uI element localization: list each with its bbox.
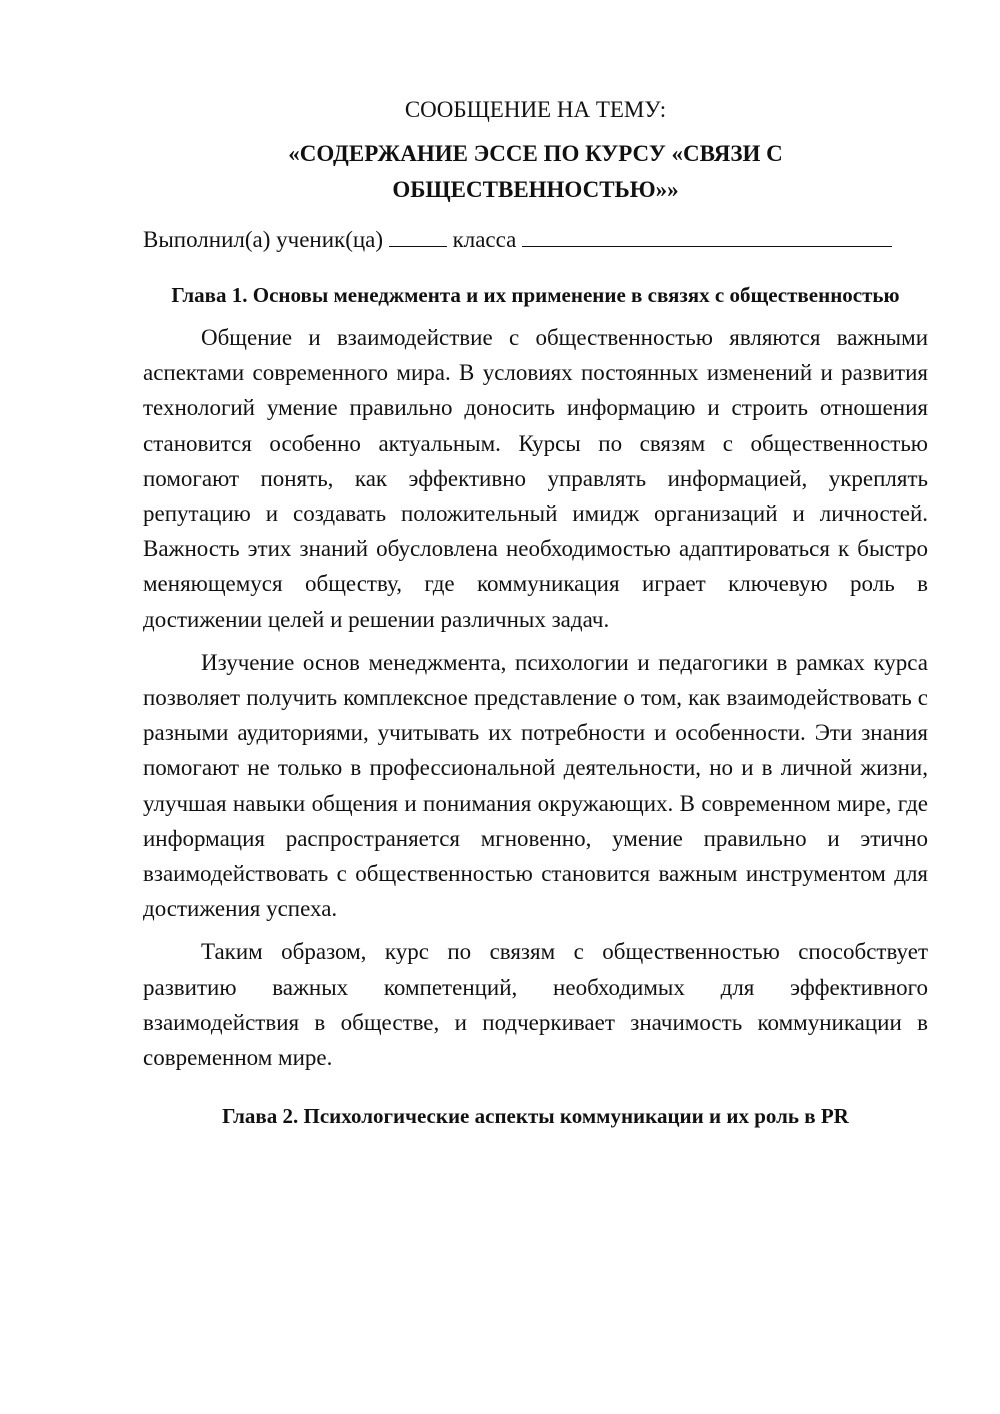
chapter-1-paragraph-1: Общение и взаимодействие с общественностью являются важными аспектами современного мира. В условиях постоянных изменений и развития технологий умение правильно доносить информацию и строить отношения становится особенно актуальным. Курсы по связям с общественностью помогают понять, как эффективно управлять информацией, укреплять репутацию и создавать положительный имидж организаций и личностей. Важность этих знаний обусловлена необходимостью адаптироваться к быстро меняющемуся обществу, где коммуникация играет ключевую роль в достижении целей и решении различных задач.	[143, 325, 928, 632]
class-number-blank	[389, 224, 447, 247]
student-name-blank	[522, 224, 892, 247]
chapter-2-title: Глава 2. Психологические аспекты коммуникации и их роль в PR	[222, 1104, 849, 1129]
chapter-1-title: Глава 1. Основы менеджмента и их применение в связях с общественностью	[171, 283, 900, 307]
document-heading: СООБЩЕНИЕ НА ТЕМУ:	[404, 97, 667, 122]
author-line	[143, 222, 928, 258]
chapter-1-paragraph-2: Изучение основ менеджмента, психологии и педагогики в рамках курса позволяет получить комплексное представление о том, как взаимодействовать с разными аудиториями, учитывать их потребности и особенности. Эти знания помогают не только в профессиональной деятельности, но и в личной жизни, улучшая навыки общения и понимания окружающих. В современном мире, где информация распространяется мгновенно, умение правильно и этично взаимодействовать с общественностью становится важным инструментом для достижения успеха.	[143, 649, 928, 922]
chapter-1-paragraph-3: Таким образом, курс по связям с общественностью способствует развитию важных компетенций, необходимых для эффективного взаимодействия в обществе, и подчеркивает значимость коммуникации в современном мире.	[143, 939, 928, 1071]
class-label: класса	[452, 227, 517, 252]
document-page	[143, 92, 928, 1133]
author-label: Выполнил(а) ученик(ца)	[143, 227, 384, 252]
document-title: «СОДЕРЖАНИЕ ЭССЕ ПО КУРСУ «СВЯЗИ С ОБЩЕСТВЕННОСТЬЮ»»	[288, 141, 783, 202]
